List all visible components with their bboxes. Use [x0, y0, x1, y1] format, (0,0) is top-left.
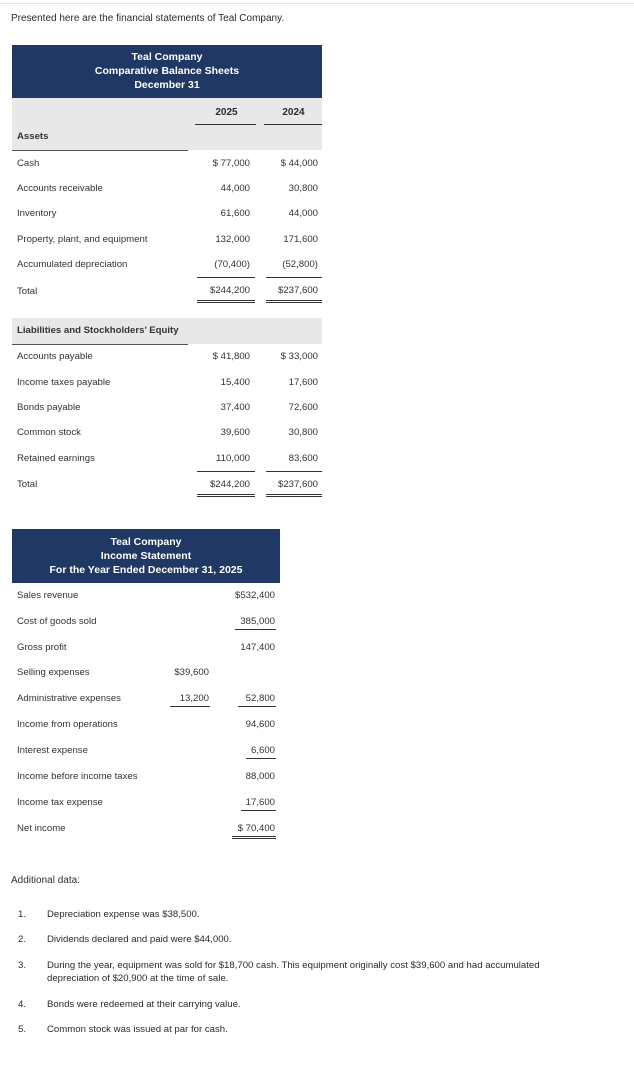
- asset-2024: $ 44,000: [280, 158, 318, 169]
- interest-underline: [246, 758, 276, 759]
- assets-total-label: Total: [17, 286, 38, 297]
- liability-label: Retained earnings: [17, 453, 95, 464]
- balance-sheet-header: [12, 45, 322, 98]
- admin-inner-underline: [170, 706, 210, 707]
- liability-label: Bonds payable: [17, 402, 81, 413]
- item-text: Dividends declared and paid were $44,000.: [47, 934, 232, 945]
- year-2025-header: 2025: [215, 107, 238, 118]
- is-row-label: Interest expense: [17, 745, 88, 756]
- bs-title-date: December 31: [134, 79, 200, 91]
- asset-label: Property, plant, and equipment: [17, 234, 148, 245]
- liabilities-total-2025: $244,200: [209, 479, 250, 490]
- liability-2024: 83,600: [288, 453, 318, 464]
- asset-2024: (52,800): [282, 259, 318, 270]
- asset-2025: 132,000: [215, 234, 250, 245]
- is-row-inner: 13,200: [179, 693, 209, 704]
- is-row-label: Sales revenue: [17, 590, 79, 601]
- liab-subtotal-rule-2024: [266, 471, 322, 472]
- year-2025-underline: [195, 124, 256, 125]
- is-row-outer: 17,600: [245, 797, 275, 808]
- is-row-outer: 6,600: [250, 745, 275, 756]
- is-row-outer: 52,800: [245, 693, 275, 704]
- is-row-outer: 94,600: [245, 719, 275, 730]
- assets-total-2024: $237,600: [277, 285, 318, 296]
- additional-data-heading: Additional data:: [11, 875, 80, 886]
- intro-text: Presented here are the financial statements of Teal Company.: [11, 13, 285, 24]
- assets-heading: Assets: [17, 131, 49, 142]
- is-row-outer: 147,400: [240, 642, 275, 653]
- asset-label: Inventory: [17, 208, 57, 219]
- item-number: 3.: [18, 960, 27, 971]
- asset-label: Accumulated depreciation: [17, 259, 128, 270]
- liab-total-double-rule-2024: [266, 494, 322, 497]
- year-2024-header: 2024: [282, 107, 305, 118]
- asset-label: Cash: [17, 158, 40, 169]
- is-row-label: Income from operations: [17, 719, 118, 730]
- liability-2025: 15,400: [220, 377, 250, 388]
- liability-2025: 37,400: [220, 402, 250, 413]
- asset-2024: 44,000: [288, 208, 318, 219]
- liability-label: Accounts payable: [17, 351, 93, 362]
- net-income-double-rule: [232, 836, 276, 839]
- liability-2024: 17,600: [288, 377, 318, 388]
- top-divider: [0, 3, 634, 4]
- is-row-label: Net income: [17, 823, 66, 834]
- asset-2025: 44,000: [220, 183, 250, 194]
- asset-label: Accounts receivable: [17, 183, 103, 194]
- item-text: Common stock was issued at par for cash.: [47, 1024, 228, 1035]
- is-row-outer: 385,000: [240, 616, 275, 627]
- assets-total-double-rule-2024: [266, 300, 322, 303]
- is-row-label: Administrative expenses: [17, 693, 121, 704]
- item-number: 2.: [18, 934, 27, 945]
- asset-2025: 61,600: [220, 208, 250, 219]
- is-row-outer: $ 70,400: [237, 823, 275, 834]
- cogs-underline: [235, 629, 276, 630]
- income-statement-header: [12, 529, 280, 583]
- is-row-outer: $532,400: [234, 590, 275, 601]
- assets-heading-rule: [12, 150, 188, 151]
- item-number: 5.: [18, 1024, 27, 1035]
- liability-2024: $ 33,000: [280, 351, 318, 362]
- asset-2025: (70,400): [214, 259, 250, 270]
- liability-2025: 110,000: [216, 453, 250, 464]
- is-row-inner: $39,600: [174, 667, 209, 678]
- admin-outer-underline: [238, 706, 276, 707]
- is-row-outer: 88,000: [245, 771, 275, 782]
- assets-subtotal-rule-2024: [266, 277, 322, 278]
- liabilities-heading: Liabilities and Stockholders’ Equity: [17, 325, 179, 336]
- item-number: 4.: [18, 999, 27, 1010]
- liabilities-total-label: Total: [17, 479, 38, 490]
- bs-title-company: Teal Company: [131, 51, 203, 63]
- liabilities-heading-rule: [12, 344, 188, 345]
- is-row-label: Gross profit: [17, 642, 67, 653]
- is-row-label: Income before income taxes: [17, 771, 138, 782]
- item-text: Depreciation expense was $38,500.: [47, 909, 200, 920]
- liability-label: Common stock: [17, 427, 81, 438]
- liab-subtotal-rule-2025: [197, 471, 255, 472]
- liability-2024: 30,800: [288, 427, 318, 438]
- is-title-company: Teal Company: [110, 536, 182, 548]
- assets-total-double-rule-2025: [197, 300, 255, 303]
- is-row-label: Selling expenses: [17, 667, 90, 678]
- bs-title-name: Comparative Balance Sheets: [94, 65, 240, 77]
- liabilities-total-2024: $237,600: [277, 479, 318, 490]
- asset-2024: 30,800: [288, 183, 318, 194]
- assets-total-2025: $244,200: [209, 285, 250, 296]
- item-text: During the year, equipment was sold for $18,700 cash. This equipment originally cost $39,600 and had accumulated depreciation of $20,900 at the time of sale.: [47, 960, 540, 984]
- item-text: Bonds were redeemed at their carrying value.: [47, 999, 241, 1010]
- liability-label: Income taxes payable: [17, 377, 111, 388]
- is-row-label: Income tax expense: [17, 797, 103, 808]
- item-number: 1.: [18, 909, 27, 920]
- asset-2025: $ 77,000: [212, 158, 250, 169]
- assets-subtotal-rule-2025: [197, 277, 255, 278]
- liab-total-double-rule-2025: [197, 494, 255, 497]
- year-2024-underline: [264, 124, 322, 125]
- liability-2024: 72,600: [288, 402, 318, 413]
- is-title-name: Income Statement: [100, 550, 192, 562]
- asset-2024: 171,600: [283, 234, 318, 245]
- tax-underline: [241, 810, 276, 811]
- liability-2025: 39,600: [220, 427, 250, 438]
- is-title-period: For the Year Ended December 31, 2025: [49, 564, 243, 576]
- is-row-label: Cost of goods sold: [17, 616, 97, 627]
- liability-2025: $ 41,800: [212, 351, 250, 362]
